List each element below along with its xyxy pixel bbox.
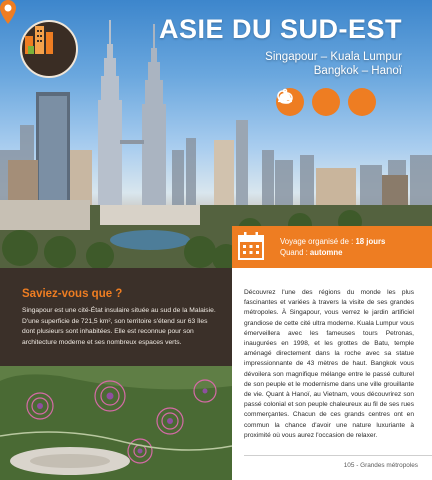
page-folio: 105 - Grandes métropoles (343, 462, 418, 469)
did-you-know-heading: Saviez-vous que ? (22, 288, 123, 300)
trip-info (280, 236, 385, 258)
season-label: Quand : (280, 248, 310, 257)
duration-label: Voyage organisé de : (280, 237, 356, 246)
did-you-know-box (0, 268, 232, 366)
season-value: automne (309, 248, 343, 257)
duration-value: 18 jours (355, 237, 386, 246)
location-pin-icon (0, 0, 16, 24)
folio-divider (244, 455, 432, 456)
anchor-icon (312, 88, 340, 116)
subtitle-line-1: Singapour – Kuala Lumpur (265, 51, 402, 63)
page-title: ASIE DU SUD-EST (158, 14, 402, 44)
calendar-icon (238, 232, 264, 260)
cloche-icon (348, 88, 376, 116)
did-you-know-text: Singapour est une cité-État insulaire située au sud de la Malaisie. D'une superficie de 721,5 km², son territoire s'étend sur 63 îles dont plusieurs sont inhabitées. Elle est reconnue pour son architecture moderne et ses nombreux espaces verts. (22, 307, 216, 346)
subtitle-line-2: Bangkok – Hanoï (313, 65, 402, 77)
destinations-subtitle (265, 50, 402, 78)
city-category-icon (20, 20, 78, 78)
trip-duration (280, 236, 385, 247)
body-text: Découvrez l'une des régions du monde les plus fascinantes et variées à travers la visite de ses grandes métropoles. À Singapour, vous verrez le jardin artificiel grandiose de cette cité ultra moderne. Kuala Lumpur vous émerveillera avec les fameuses tours Petronas, inaugurées en 1998, et les grottes de Batu, temple aménagé directement dans la roche avec sa statue impressionnante de 43 mètres de haut. Bangkok vous dévoilera son magnifique mélange entre le passé culturel de son peuple et le modernisme dans une ville grouillante de vie. Quant à Hanoï, au Vietnam, vous découvrirez son passé colonial et son peuple chaleureux au fil de ses rues commerçantes. Chacun de ces grands centres ont en commun la chance d'avoir une nature luxuriante à proximité où vous aurez l'occasion de relaxer. (244, 289, 414, 439)
trip-season (280, 247, 385, 258)
gardens-photo (0, 366, 232, 480)
theme-icons (276, 88, 376, 116)
supertree-gardens-illustration (0, 366, 232, 480)
